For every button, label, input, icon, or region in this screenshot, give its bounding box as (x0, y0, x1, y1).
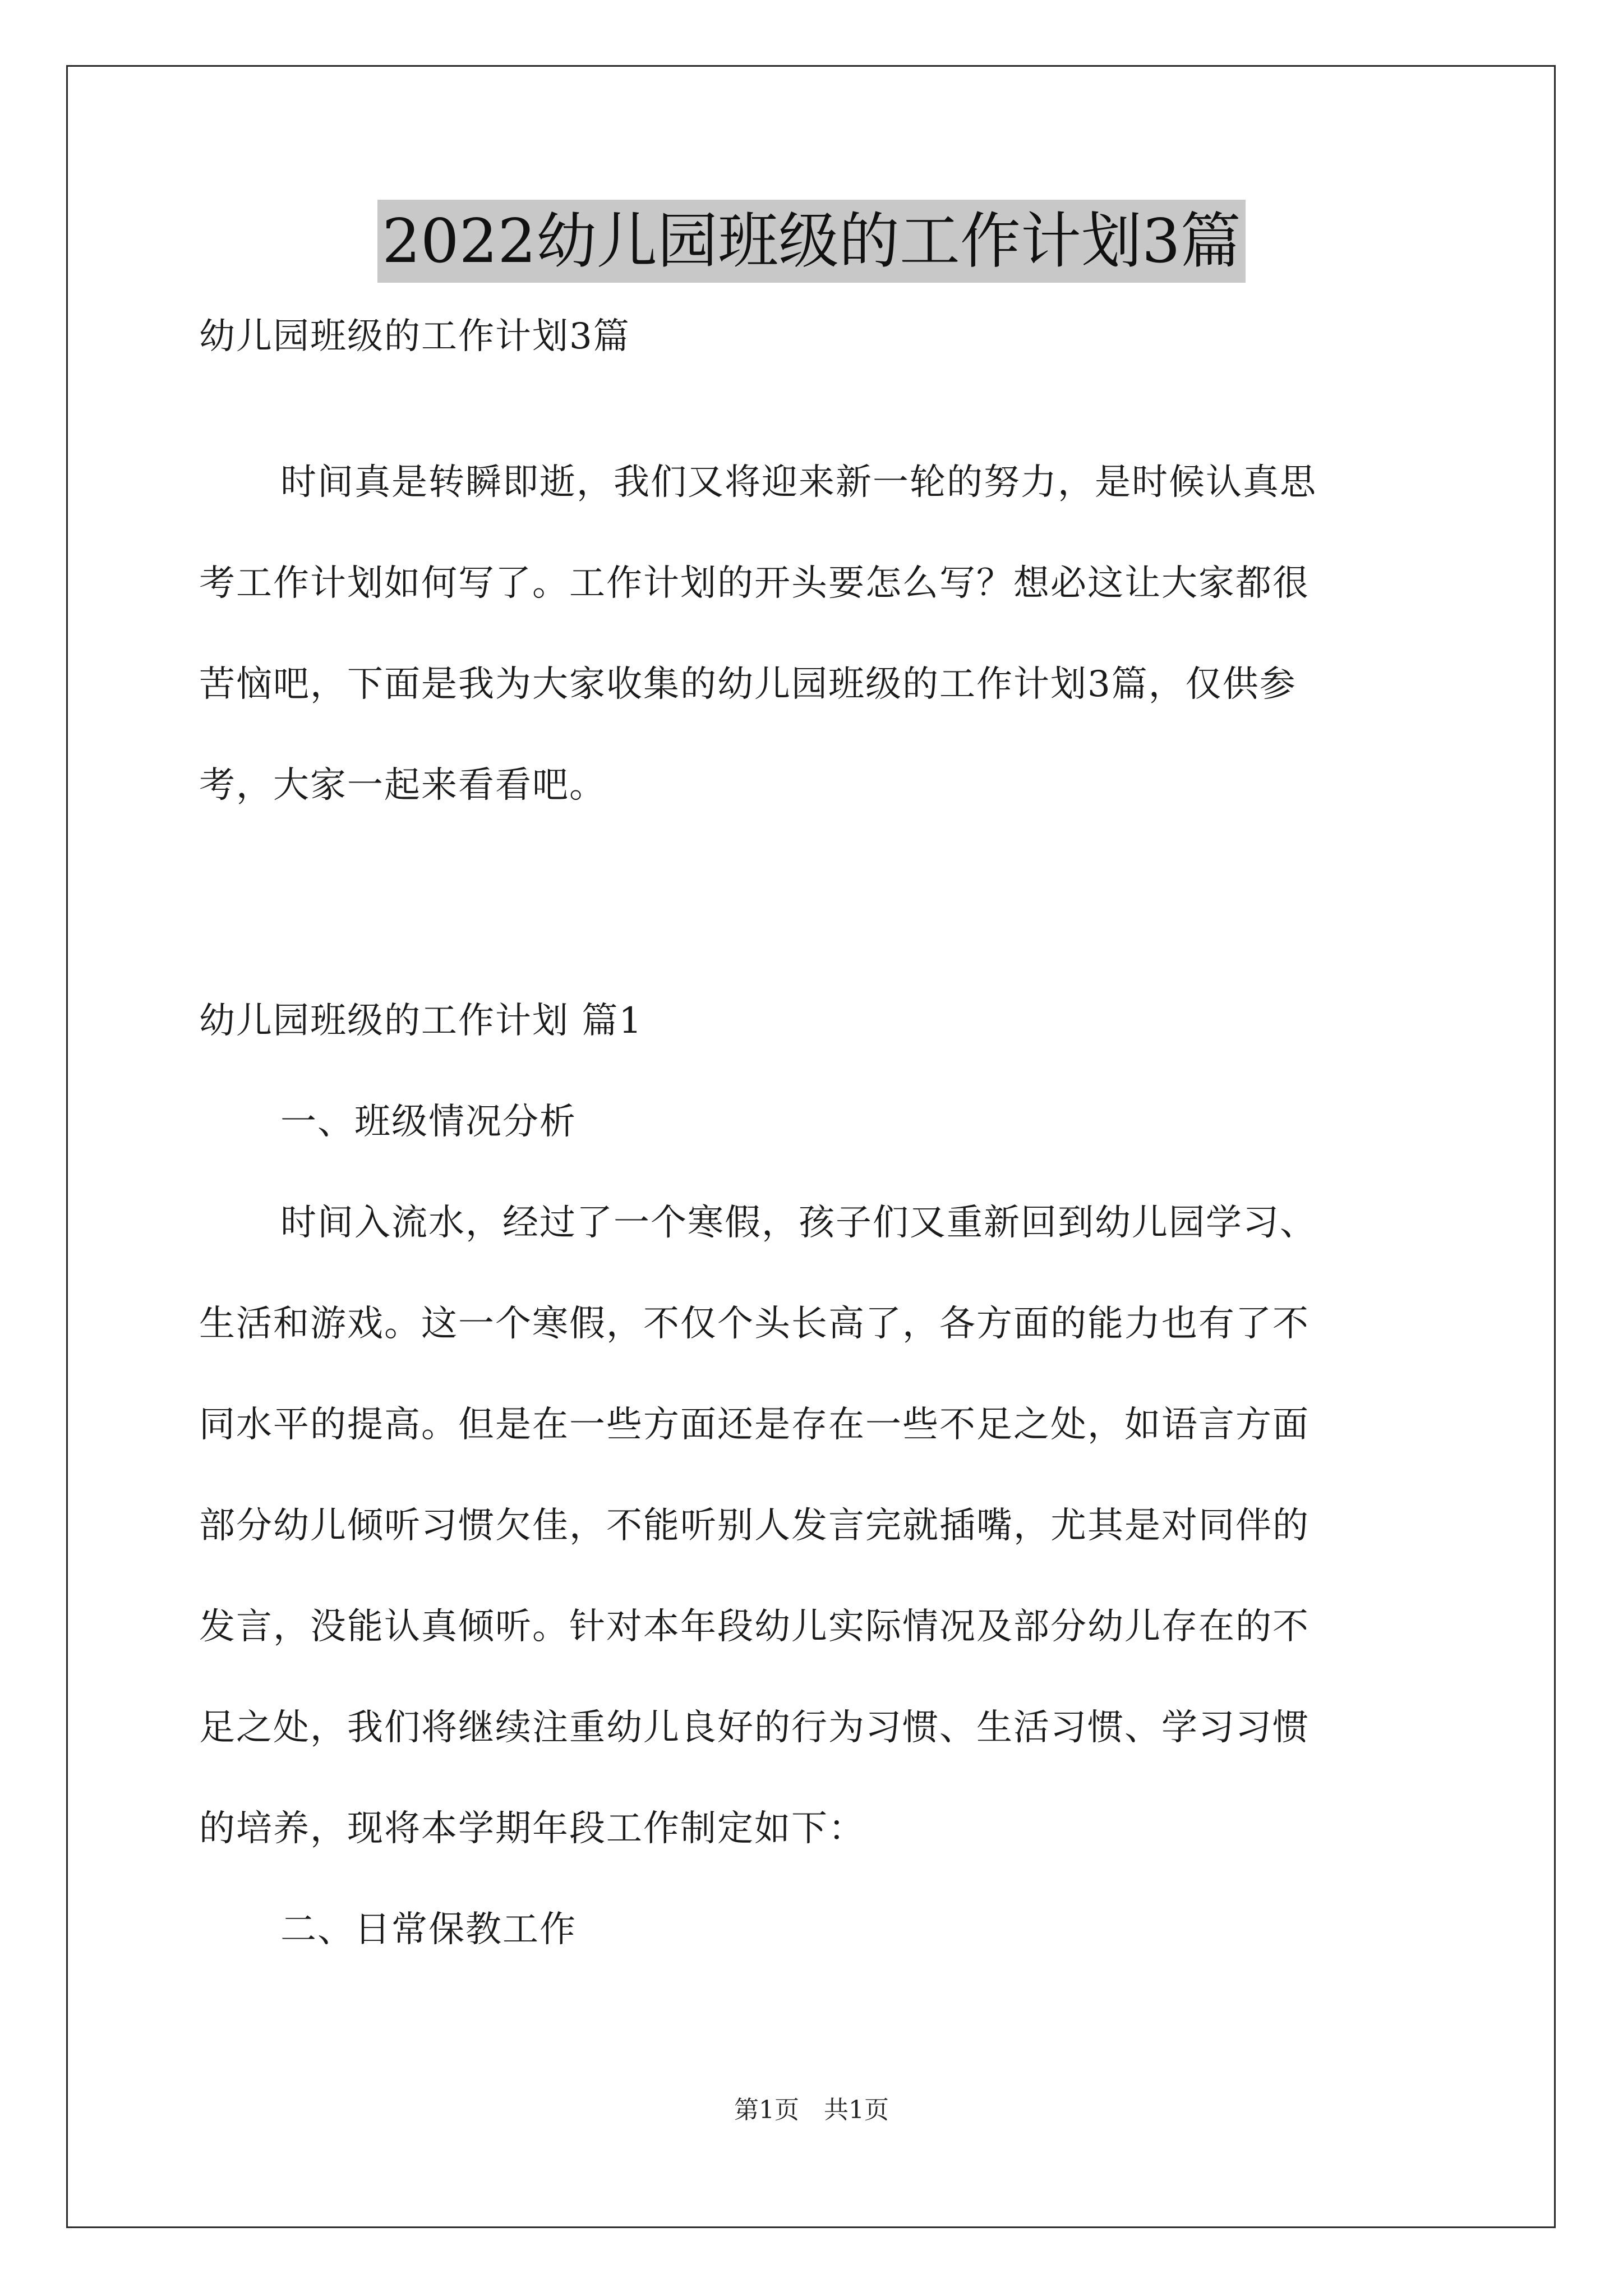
page-footer: 第1页 共1页 (734, 2096, 889, 2124)
part1-line-5: 发言，没能认真倾听。针对本年段幼儿实际情况及部分幼儿存在的不 (199, 1606, 1310, 1648)
page-border (66, 65, 1556, 2228)
part1-line-4: 部分幼儿倾听习惯欠佳，不能听别人发言完就插嘴，尤其是对同伴的 (199, 1505, 1310, 1547)
title-container (0, 200, 1623, 283)
part1-line-2: 生活和游戏。这一个寒假，不仅个头长高了，各方面的能力也有了不 (199, 1303, 1310, 1345)
intro-line-2: 考工作计划如何写了。工作计划的开头要怎么写？想必这让大家都很 (199, 563, 1310, 604)
intro-line-1: 时间真是转瞬即逝，我们又将迎来新一轮的努力，是时候认真思 (280, 462, 1317, 503)
document-subtitle: 幼儿园班级的工作计划3篇 (199, 316, 630, 357)
part1-line-3: 同水平的提高。但是在一些方面还是存在一些不足之处，如语言方面 (199, 1404, 1310, 1446)
part1-heading: 一、班级情况分析 (280, 1101, 577, 1143)
part2-heading: 二、日常保教工作 (280, 1909, 577, 1950)
intro-line-4: 考，大家一起来看看吧。 (199, 765, 606, 806)
intro-line-3: 苦恼吧，下面是我为大家收集的幼儿园班级的工作计划3篇，仅供参 (199, 664, 1297, 705)
part1-line-6: 足之处，我们将继续注重幼儿良好的行为习惯、生活习惯、学习习惯 (199, 1707, 1310, 1749)
part1-line-7: 的培养，现将本学期年段工作制定如下： (199, 1808, 865, 1849)
part1-line-1: 时间入流水，经过了一个寒假，孩子们又重新回到幼儿园学习、 (280, 1202, 1317, 1244)
document-title: 2022幼儿园班级的工作计划3篇 (377, 200, 1246, 283)
section-heading: 幼儿园班级的工作计划 篇1 (199, 1000, 643, 1042)
